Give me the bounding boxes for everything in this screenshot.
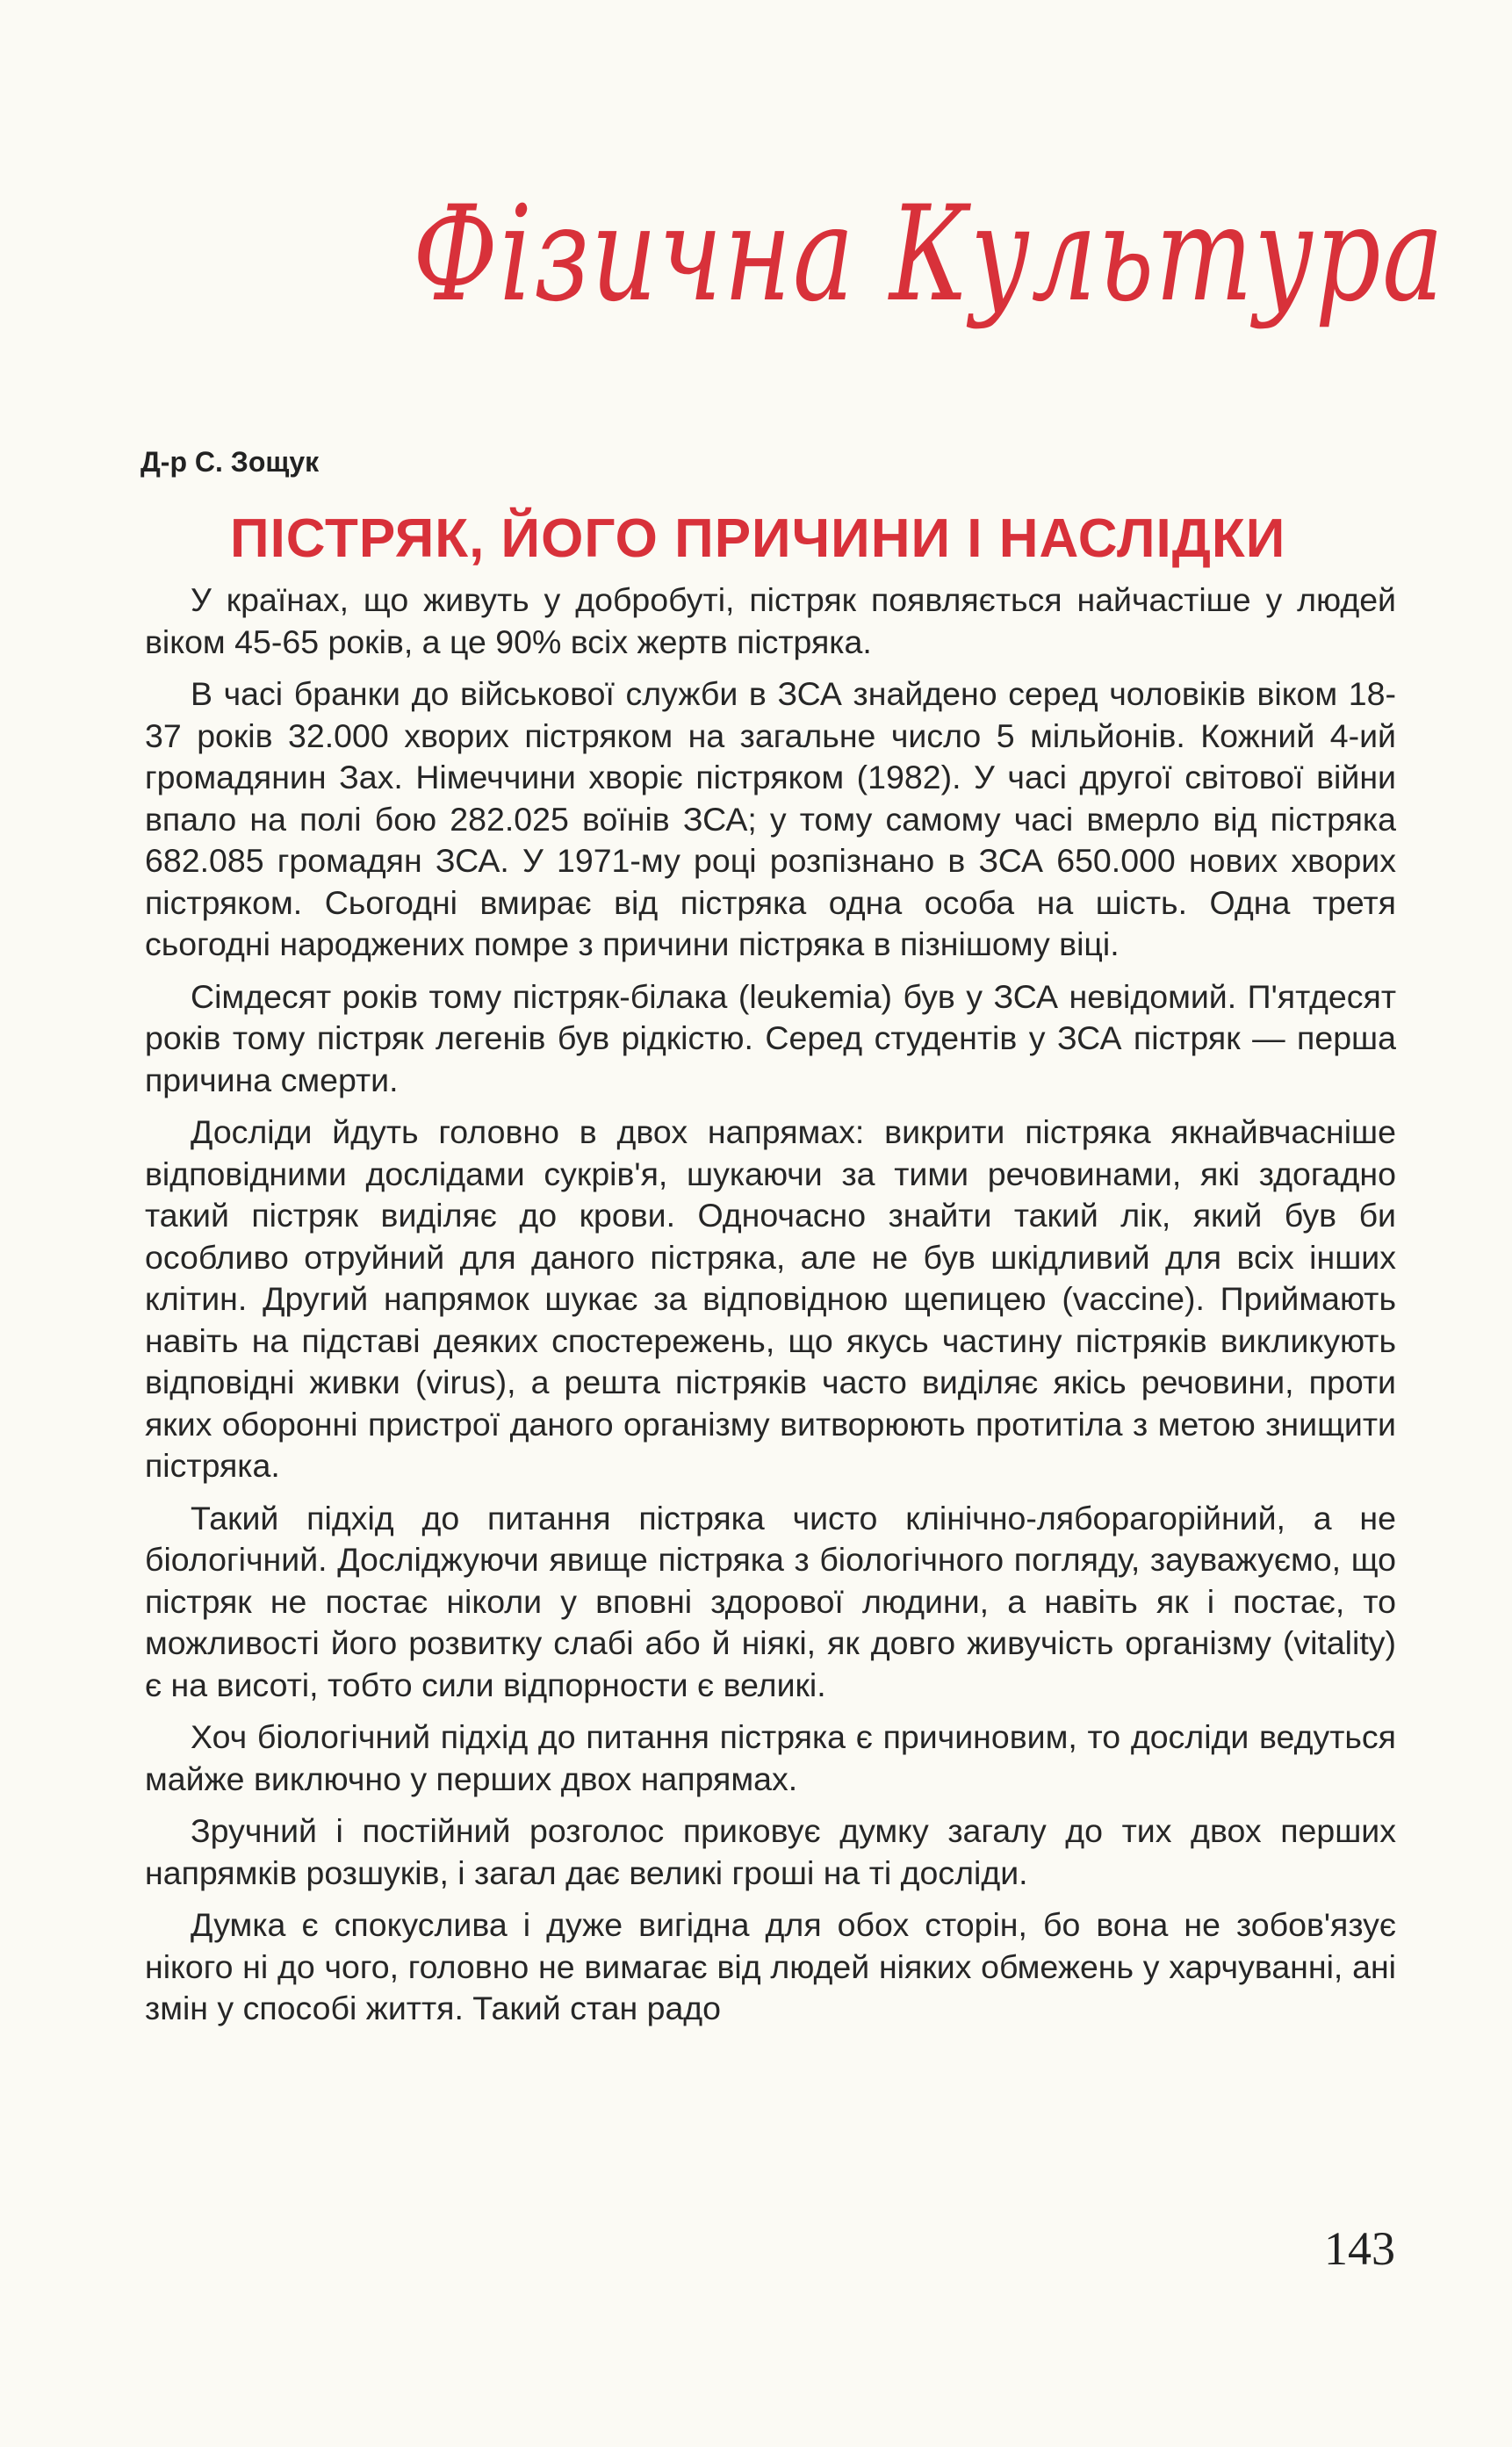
page-number: 143 — [1324, 2222, 1395, 2275]
paragraph: Думка є спокуслива і дуже вигідна для обох сторін, бо вона не зобов'язує нікого ні до чого, головно не вимагає від людей ніяких обмежень у харчуванні, ані змін у способі життя. Такий стан радо — [145, 1906, 1396, 2026]
paragraph: Досліди йдуть головно в двох напрямах: викрити пістряка якнайвчасніше відповідними дослідами сукрів'я, шукаючи за тими речовинами, які здогадно такий пістряк виділяє до крови. Одночасно знайти такий лік, який був би особливо отруйний для даного пістряка, але не був шкідливий для всіх інших клітин. Другий напрямок шукає за відповідною щепицею (vaccine). Приймають навіть на підставі деяких спостережень, що якусь частину пістряків викликують відповідні живки (virus), а решта пістряків часто виділяє якісь речовини, проти яких оборонні пристрої даного організму витворюють протитіла з метою знищити пістряка. — [145, 1113, 1396, 1484]
paragraph: У країнах, що живуть у добробуті, пістряк появляється найчастіше у людей віком 45-65 років, а це 90% всіх жертв пістряка. — [145, 581, 1396, 660]
paragraph: В часі бранки до військової служби в ЗСА знайдено серед чоловіків віком 18-37 років 32.000 хворих пістряком на загальне число 5 мільйонів. Кожний 4-ий громадянин Зах. Німеччини хворіє пістряком (1982). У часі другої світової війни впало на полі бою 282.025 воїнів ЗСА; у тому самому часі вмерло від пістряка 682.085 громадян ЗСА. У 1971-му році розпізнано в ЗСА 650.000 нових хворих пістряком. Сьогодні вмирає від пістряка одна особа на шість. Одна третя сьогодні народжених помре з причини пістряка в пізнішому віці. — [145, 675, 1396, 962]
paragraph: Хоч біологічний підхід до питання пістряка є причиновим, то досліди ведуться майже виключно у перших двох напрямах. — [145, 1718, 1396, 1797]
paragraph: Такий підхід до питання пістряка чисто клінічно-ляборагорійний, а не біологічний. Досліджуючи явище пістряка з біологічного погляду, зауважуємо, що пістряк не постає ніколи у вповні здорової людини, а навіть як і постає, то можливості його розвитку слабі або й ніякі, як довго живучість організму (vitality) є на висоті, тобто сили відпорности є великі. — [145, 1499, 1396, 1703]
article-body — [145, 579, 1396, 2040]
paragraph: Сімдесят років тому пістряк-білака (leukemia) був у ЗСА невідомий. П'ятдесят років тому пістряк легенів був рідкістю. Серед студентів у ЗСА пістряк — перша причина смерти. — [145, 977, 1396, 1098]
article-title: ПІСТРЯК, ЙОГО ПРИЧИНИ І НАСЛІДКИ — [230, 508, 1286, 569]
paragraph: Зручний і постійний розголос приковує думку загалу до тих двох перших напрямків розшуків, і загал дає великі гроші на ті досліди. — [145, 1812, 1396, 1891]
author-name: Д-р С. Зощук — [140, 446, 320, 478]
section-heading: Фізична Культура — [413, 178, 1445, 331]
